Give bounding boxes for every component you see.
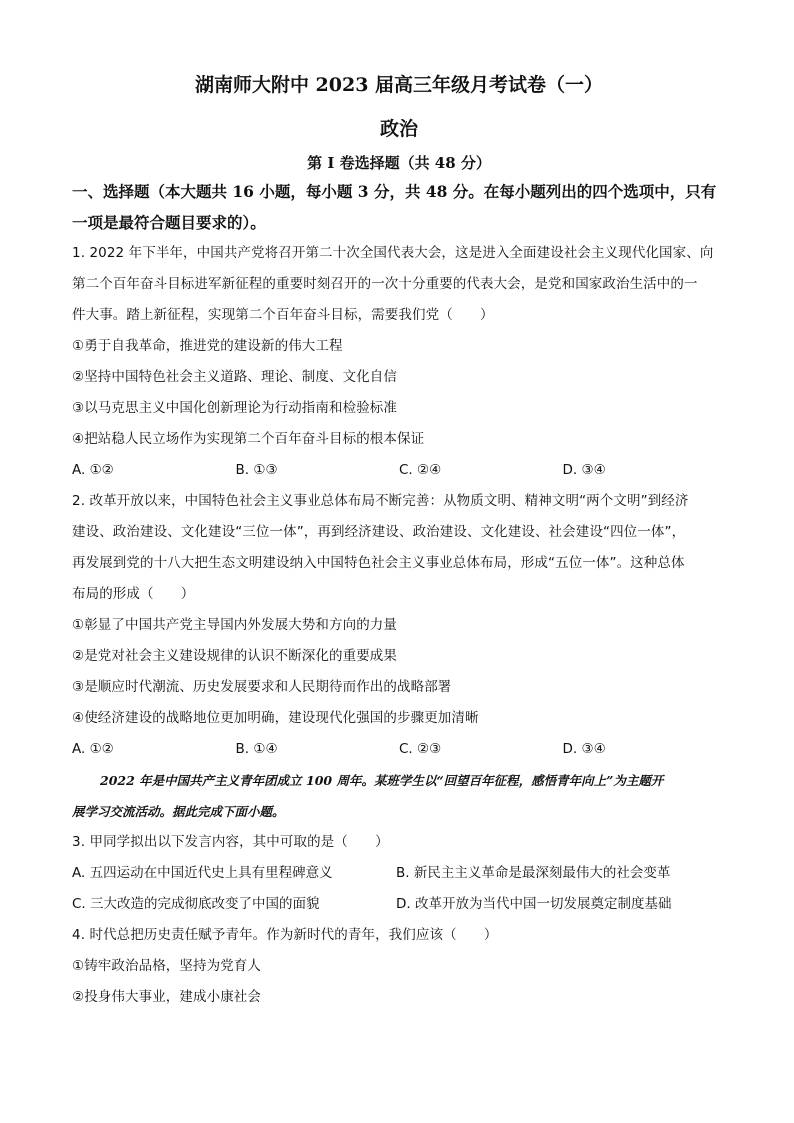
question-stem: 3. 甲同学拟出以下发言内容，其中可取的是（ ） [72,834,389,850]
statement-item: ①勇于自我革命，推进党的建设新的伟大工程 [72,338,343,354]
question-stem-line: 建设、政治建设、文化建设“三位一体”，再到经济建设、政治建设、文化建设、社会建设“四位一体”， [72,524,686,540]
option-a: A. ①② [72,462,114,478]
question-3 [72,827,726,920]
question-4 [72,920,726,1013]
option-a: A. 五四运动在中国近代史上具有里程碑意义 [72,865,333,881]
material-line: 展学习交流活动。据此完成下面小题。 [72,804,285,819]
exam-title: 湖南师大附中 2023 届高三年级月考试卷（一） [194,74,604,96]
option-c: C. 三大改造的完成彻底改变了中国的面貌 [72,896,320,912]
question-stem-line: 再发展到党的十八大把生态文明建设纳入中国特色社会主义事业总体布局，形成“五位一体”。这种总体 [72,555,685,571]
question-stem-line: 第二个百年奋斗目标进军新征程的重要时刻召开的一次十分重要的代表大会，是党和国家政治生活中的一 [72,276,698,292]
question-stem-line: 件大事。踏上新征程，实现第二个百年奋斗目标，需要我们党（ ） [72,307,494,323]
question-stem-line: 1. 2022 年下半年，中国共产党将召开第二十次全国代表大会，这是进入全面建设社会主义现代化国家、向 [72,245,714,261]
statement-item: ③以马克思主义中国化创新理论为行动指南和检验标准 [72,400,398,416]
statement-item: ①彰显了中国共产党主导国内外发展大势和方向的力量 [72,617,398,633]
statement-item: ①铸牢政治品格，坚持为党育人 [72,958,262,974]
option-d: D. ③④ [562,462,606,478]
question-1 [72,238,726,486]
option-b: B. ①③ [235,462,278,478]
material-passage [72,765,726,827]
option-row [72,455,726,486]
material-line: 2022 年是中国共产主义青年团成立 100 周年。某班学生以“回望百年征程，感悟青年向上”为主题开 [100,773,664,788]
statement-item: ④把站稳人民立场作为实现第二个百年奋斗目标的根本保证 [72,431,425,447]
question-stem-line: 2. 改革开放以来，中国特色社会主义事业总体布局不断完善：从物质文明、精神文明“两个文明”到经济 [72,493,689,509]
part-heading-line: 一、选择题（本大题共 16 小题，每小题 3 分，共 48 分。在每小题列出的四个选项中，只有 [72,182,717,201]
volume-title: 第 I 卷选择题（共 48 分） [307,154,491,172]
option-c: C. ②③ [399,741,442,757]
question-stem: 4. 时代总把历史责任赋予青年。作为新时代的青年，我们应该（ ） [72,927,498,943]
option-c: C. ②④ [399,462,442,478]
statement-item: ③是顺应时代潮流、历史发展要求和人民期待而作出的战略部署 [72,679,452,695]
option-d: D. 改革开放为当代中国一切发展奠定制度基础 [396,896,672,912]
question-2 [72,486,726,765]
option-row [72,858,726,889]
statement-item: ②是党对社会主义建设规律的认识不断深化的重要成果 [72,648,398,664]
part-heading [72,176,726,238]
option-d: D. ③④ [562,741,606,757]
statement-item: ②坚持中国特色社会主义道路、理论、制度、文化自信 [72,369,398,385]
subject-title: 政治 [379,118,418,140]
option-b: B. 新民主主义革命是最深刻最伟大的社会变革 [396,865,671,881]
statement-item: ④使经济建设的战略地位更加明确，建设现代化强国的步骤更加清晰 [72,710,479,726]
option-a: A. ①② [72,741,114,757]
question-stem-line: 布局的形成（ ） [72,586,195,602]
option-row [72,734,726,765]
option-b: B. ①④ [235,741,278,757]
part-heading-line: 一项是最符合题目要求的）。 [72,213,266,232]
statement-item: ②投身伟大事业，建成小康社会 [72,989,262,1005]
option-row [72,889,726,920]
